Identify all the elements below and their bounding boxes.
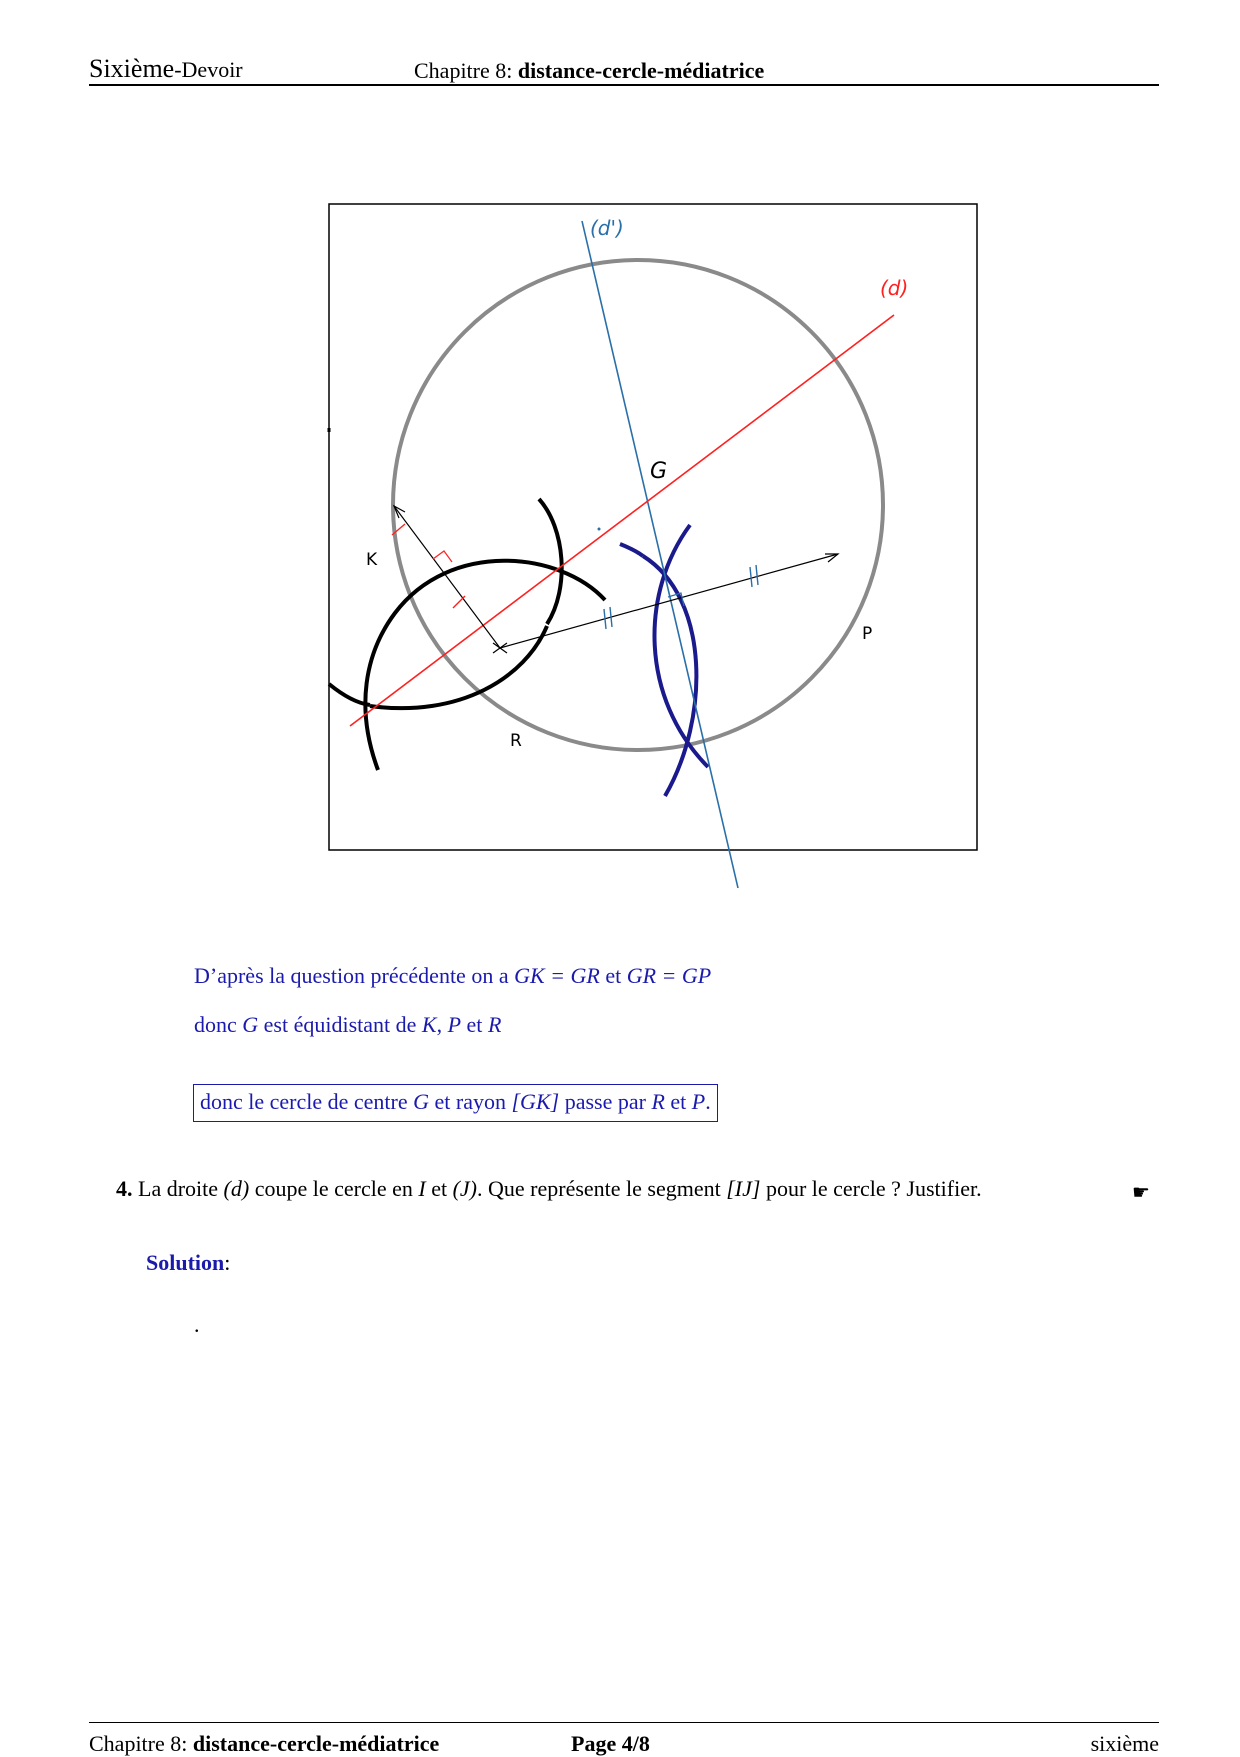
solution-line-2 bbox=[194, 1012, 501, 1038]
tick-rp-1a bbox=[604, 609, 606, 629]
small-dot bbox=[598, 528, 601, 531]
tick-d-2 bbox=[453, 596, 465, 608]
q4-text4: pour le cercle ? Justifier. bbox=[765, 1176, 982, 1201]
sol-line1-text: D’après la question précédente on a bbox=[194, 963, 509, 988]
sol-line2-et: et bbox=[466, 1012, 483, 1037]
footer-level: sixième bbox=[1090, 1731, 1159, 1756]
sol-line1-et: et bbox=[605, 963, 622, 988]
solution-dot: . bbox=[194, 1312, 200, 1337]
q4-d: (d) bbox=[223, 1176, 250, 1201]
solution-label-colon: : bbox=[224, 1250, 231, 1275]
box-text2: et rayon bbox=[434, 1089, 506, 1114]
boxed-conclusion bbox=[193, 1084, 718, 1122]
box-text1: donc le cercle de centre bbox=[200, 1089, 408, 1114]
solution-label-text: Solution bbox=[146, 1250, 225, 1275]
page-header bbox=[89, 52, 1159, 86]
q4-text3: . Que représente le segment bbox=[477, 1176, 721, 1201]
sol-line2-P: P bbox=[447, 1012, 462, 1037]
box-end: . bbox=[705, 1089, 711, 1114]
sol-line2-comma: , bbox=[436, 1012, 443, 1037]
label-G: G bbox=[650, 459, 668, 484]
header-type: -Devoir bbox=[174, 57, 243, 82]
sol-line2-G: G bbox=[242, 1012, 259, 1037]
label-K: K bbox=[366, 550, 378, 570]
sol-line1-eq2: GR = GP bbox=[626, 963, 712, 988]
sol-line1-eq1: GK = GR bbox=[514, 963, 600, 988]
right-angle-d bbox=[433, 551, 452, 562]
geometry-figure bbox=[320, 198, 990, 898]
pointing-hand-icon: ☛ bbox=[1132, 1182, 1150, 1204]
sol-line2-K: K bbox=[421, 1012, 437, 1037]
q4-text2: coupe le cercle en bbox=[254, 1176, 413, 1201]
solution-label bbox=[146, 1250, 230, 1276]
blue-arc-tail bbox=[620, 544, 643, 556]
footer-chapter bbox=[89, 1731, 439, 1757]
tick-rp-1b bbox=[610, 607, 612, 627]
footer-page-number: Page 4/8 bbox=[571, 1731, 650, 1756]
sol-line2-donc: donc bbox=[194, 1012, 237, 1037]
label-d: (d) bbox=[880, 276, 909, 300]
line-d-prime bbox=[582, 221, 738, 888]
question-4 bbox=[116, 1176, 1161, 1202]
box-P: P bbox=[691, 1089, 706, 1114]
question-number: 4. bbox=[116, 1176, 133, 1201]
footer-chapter-title: distance-cercle-médiatrice bbox=[192, 1731, 440, 1756]
main-circle bbox=[393, 260, 883, 750]
q4-text1: La droite bbox=[138, 1176, 219, 1201]
figure-svg bbox=[320, 198, 990, 898]
label-R: R bbox=[510, 731, 522, 751]
box-text3: passe par bbox=[564, 1089, 646, 1114]
box-R: R bbox=[651, 1089, 665, 1114]
sol-line2-R: R bbox=[487, 1012, 502, 1037]
page-footer bbox=[89, 1722, 1159, 1755]
label-P: P bbox=[862, 624, 873, 644]
q4-seg: [IJ] bbox=[726, 1176, 761, 1201]
black-arc-right bbox=[370, 626, 547, 708]
q4-et: et bbox=[431, 1176, 448, 1201]
solution-line-1 bbox=[194, 963, 711, 989]
box-G: G bbox=[413, 1089, 430, 1114]
box-seg: [GK] bbox=[511, 1089, 560, 1114]
label-d-prime: (d') bbox=[590, 216, 624, 240]
header-chapter-prefix: Chapitre 8: bbox=[414, 58, 513, 83]
header-level: Sixième bbox=[89, 54, 175, 83]
tick-rp-2a bbox=[750, 567, 752, 587]
box-et: et bbox=[670, 1089, 687, 1114]
black-arc-upper bbox=[539, 499, 562, 624]
header-left bbox=[89, 54, 243, 84]
sol-line2-text: est équidistant de bbox=[263, 1012, 417, 1037]
tick-rp-2b bbox=[756, 565, 758, 585]
header-chapter-title: distance-cercle-médiatrice bbox=[517, 58, 765, 83]
q4-I: I bbox=[418, 1176, 426, 1201]
footer-chapter-prefix: Chapitre 8: bbox=[89, 1731, 188, 1756]
segment-KR bbox=[394, 506, 500, 648]
header-chapter bbox=[414, 58, 764, 84]
q4-J: (J) bbox=[452, 1176, 477, 1201]
